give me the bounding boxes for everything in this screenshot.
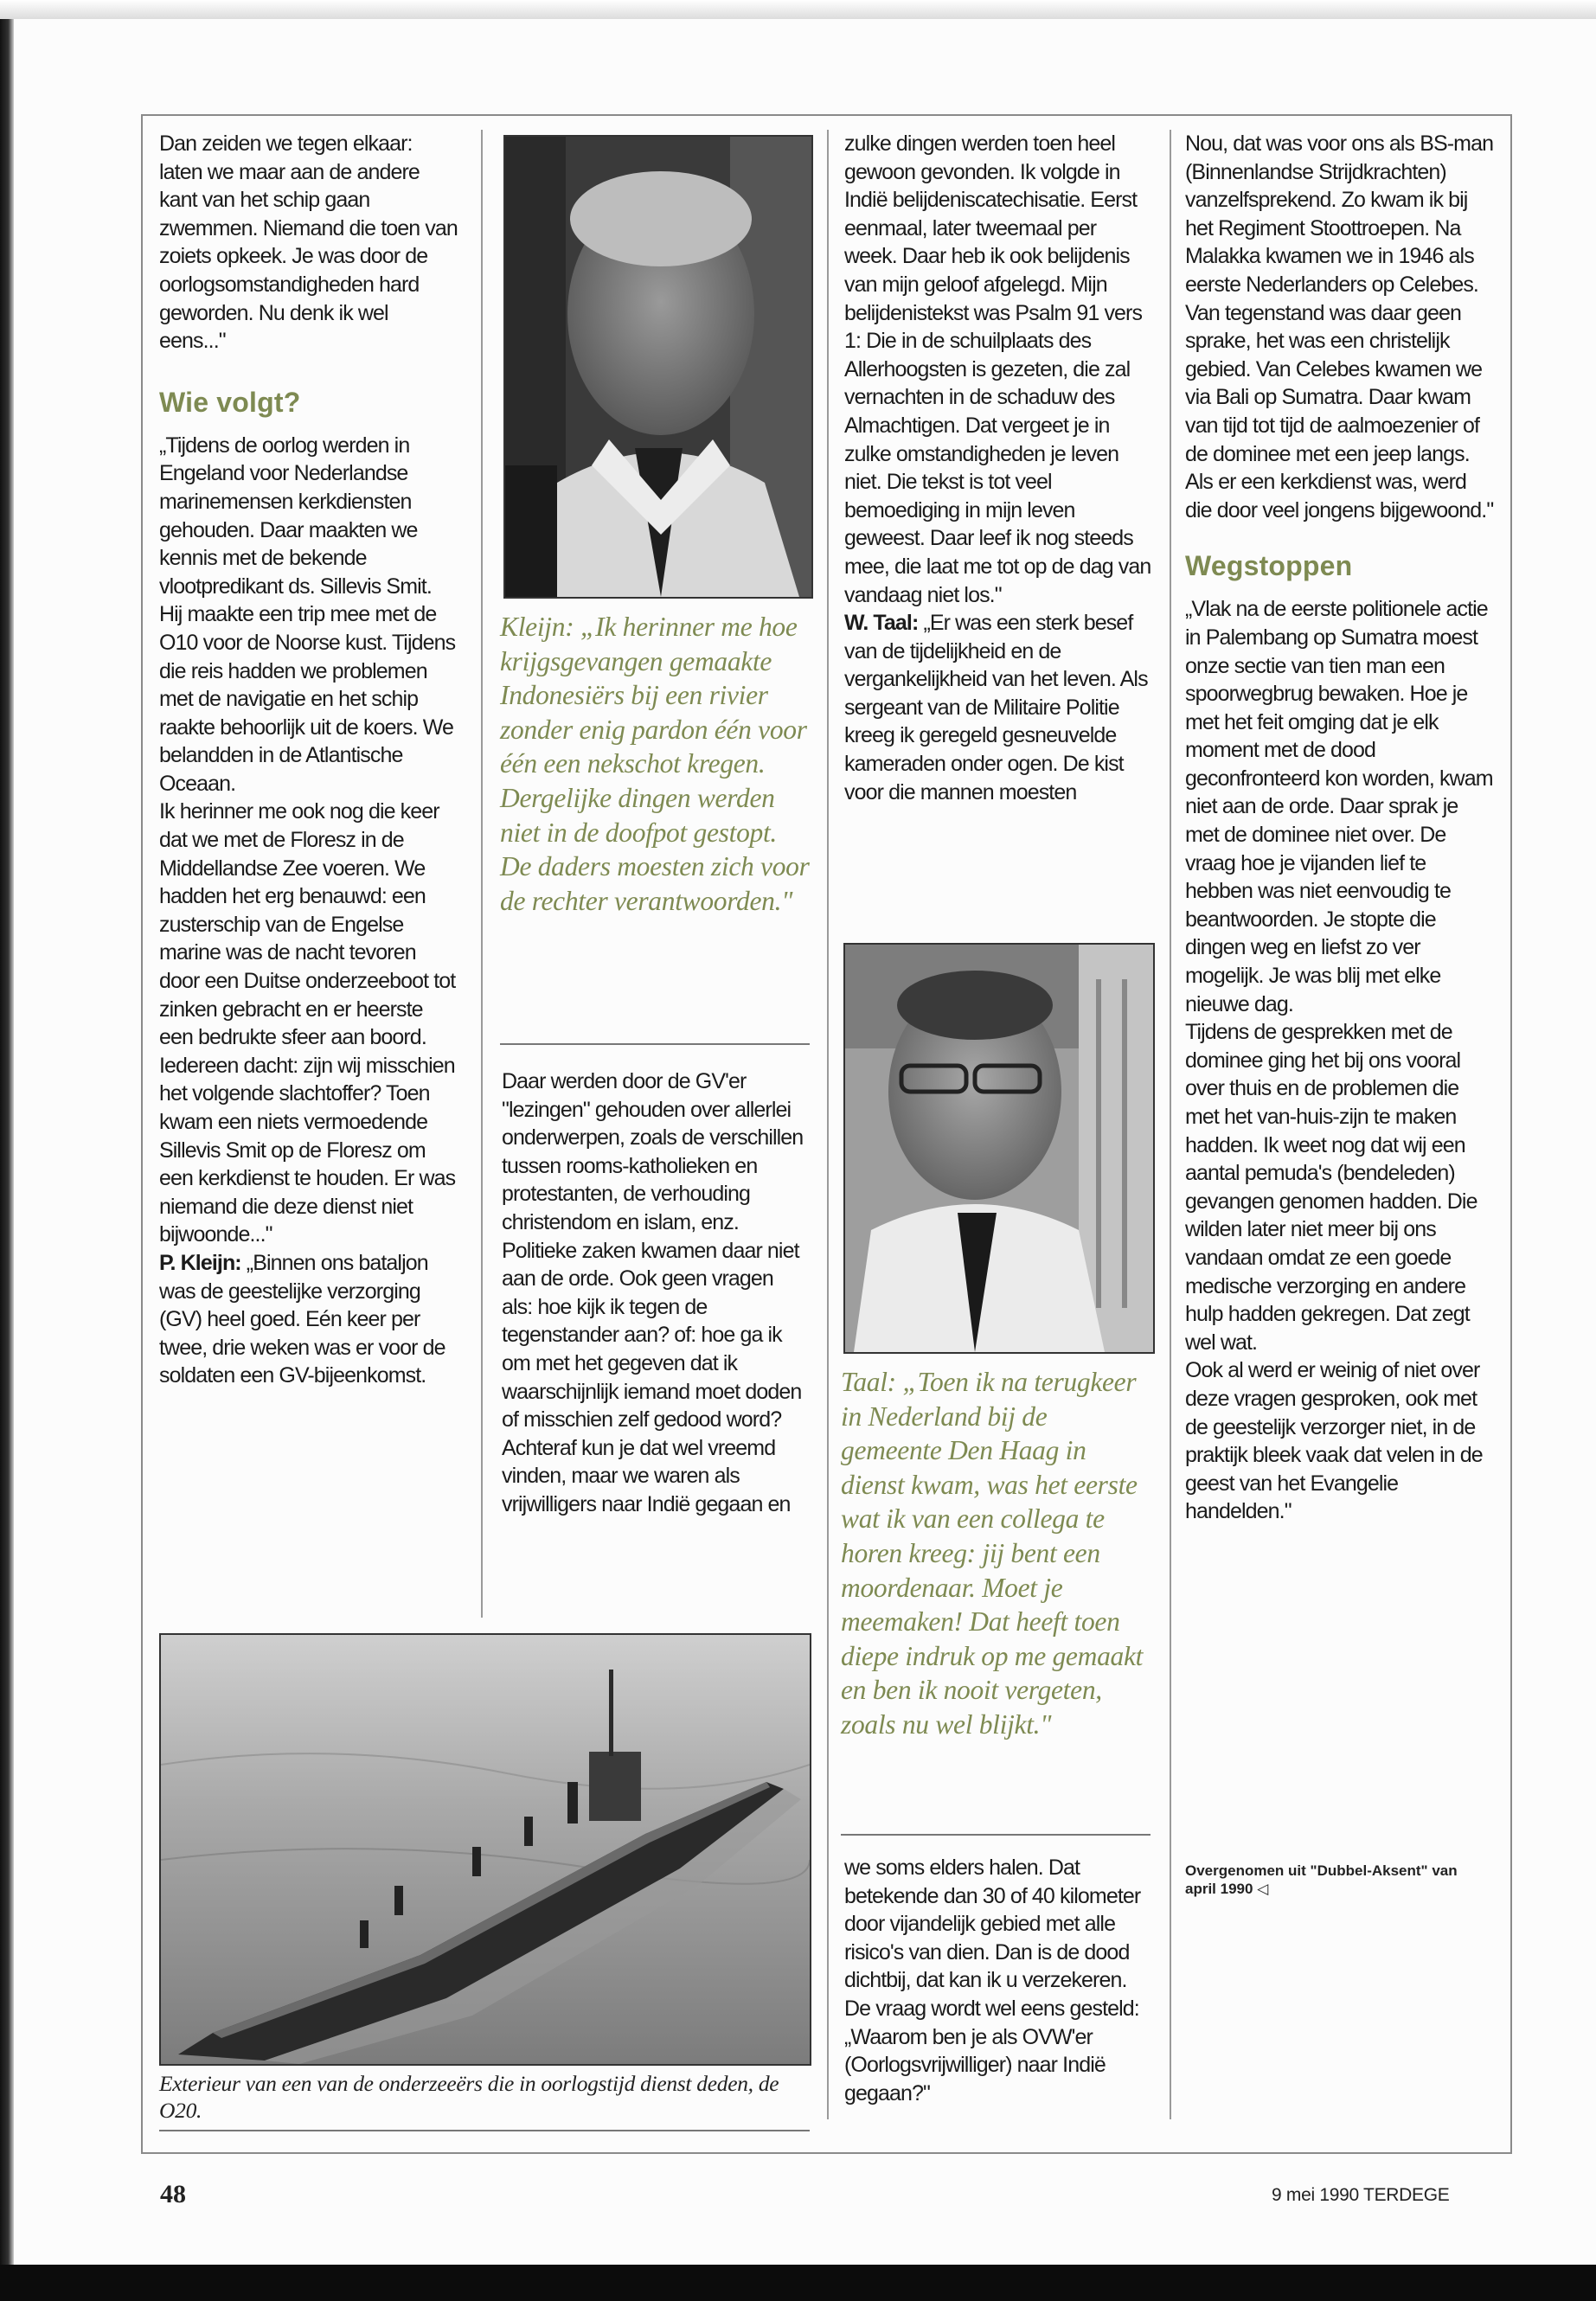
submarine-image xyxy=(161,1635,810,2064)
end-mark-icon: ◁ xyxy=(1257,1881,1269,1897)
column-divider xyxy=(827,130,829,2119)
kleijn-pull-quote xyxy=(500,610,813,918)
submarine-photo xyxy=(159,1633,811,2066)
paragraph: Ik herinner me ook nog die keer dat we met de Floresz in de Middellandse Zee voeren. We hadden het erg benauwd: een zusterschip van de Engelse marine was de nacht tevoren door een Duitse onderzeeboot tot zinken gebracht en er heerste een bedrukte sfeer aan boord. Iedereen dacht: zijn wij misschien het volgende slachtoffer? Toen kwam een niets vermoedende Sillevis Smit op de Floresz om een kerkdienst te houden. Er was niemand die deze dienst niet bijwoonde..." xyxy=(159,799,456,1247)
paragraph: Tijdens de gesprekken met de dominee ging het bij ons vooral over thuis en de problemen die met het van-huis-zijn te maken hadden. Ik weet nog dat wij een aantal pemuda's (bendeleden) gevangen genomen hadden. Die wilden later niet meer bij ons vandaan omdat ze een goede medische verzorging en andere hulp hadden gekregen. Dat zegt wel wat. xyxy=(1185,1020,1477,1355)
section-heading: Wegstoppen xyxy=(1185,550,1353,582)
submarine-caption xyxy=(159,2070,817,2124)
paragraph: zulke dingen werden toen heel gewoon gevonden. Ik volgde in Indië belijdeniscatechisatie. Eerst eenmaal, later tweemaal per week. Daar heb ik ook belijdenis van mijn geloof afgelegd. Mijn belijdenistekst was Psalm 91 vers 1: Die in de schuilplaats des Allerhoogsten is gezeten, die zal vernachten in de schaduw des Almachtigen. Dat vergeet je in zulke omstandigheden je leven niet. Die tekst is tot veel bemoediging in mijn leven geweest. Daar leef ik nog steeds mee, die laat me tot op de dag van vandaag niet los." xyxy=(844,131,1151,607)
column-1 xyxy=(159,130,458,1390)
pull-quote-text: Taal: „Toen ik na terugkeer in Nederland bij de gemeente Den Haag in dienst kwam, was het eerste wat ik van een collega te horen kreeg: jij bent een moordenaar. Moet je meemaken! Dat heeft toen diepe indruk op me gemaakt en ben ik nooit vergeten, zoals nu wel blijkt." xyxy=(841,1367,1144,1740)
column-4 xyxy=(1185,130,1495,1526)
section-heading: Wie volgt? xyxy=(159,386,301,418)
quote-divider xyxy=(500,1043,810,1045)
column-divider xyxy=(481,130,483,1618)
column-2 xyxy=(502,1067,809,1519)
caption-text: Exterieur van een van de onderzeeërs die in oorlogstijd dienst deden, de O20. xyxy=(159,2071,779,2123)
paragraph: Dan zeiden we tegen elkaar: laten we maar aan de andere kant van het schip gaan zwemmen. Niemand die toen van zoiets opkeek. Je was door de oorlogsomstandigheden hard geworden. Nu denk ik wel eens..." xyxy=(159,131,458,354)
portrait-image xyxy=(845,945,1153,1352)
paragraph: Ook al werd er weinig of niet over deze vragen gesproken, ook met de geestelijk verzorger niet, in de praktijk bleek vaak dat velen in de geest van het Evangelie handelden." xyxy=(1185,1358,1483,1524)
scan-left-edge xyxy=(0,19,14,2265)
issue-info: 9 mei 1990 TERDEGE xyxy=(1272,2185,1450,2205)
pull-quote-text: Kleijn: „Ik herinner me hoe krijgsgevangen gemaakte Indonesiërs bij een rivier zonder enig pardon één voor één een nekschot kregen. Dergelijke dingen werden niet in de doofpot gestopt. De daders moesten zich voor de rechter verantwoorden." xyxy=(500,612,810,916)
scan-top-edge xyxy=(0,0,1596,19)
credit-text: Overgenomen uit "Dubbel-Aksent" van april 1990 xyxy=(1185,1862,1458,1897)
paragraph: „Vlak na de eerste politionele actie in Palembang op Sumatra moest onze sectie van tien man een spoorwegbrug bewaken. Hoe je met het feit omging dat je elk moment met de dood geconfronteerd kon worden, kwam niet aan de orde. Daar sprak je met de dominee niet over. De vraag hoe je vijanden lief te hebben was niet eenvoudig te beantwoorden. Je stopte die dingen weg en liefst zo ver mogelijk. Je was blij met elke nieuwe dag. xyxy=(1185,597,1493,1016)
speaker-name: P. Kleijn: xyxy=(159,1250,241,1275)
paragraph-text: „Er was een sterk besef van de tijdelijkheid en de vergankelijkheid van het leven. Als sergeant van de Militaire Politie kreeg ik geregeld gesneuvelde kameraden onder ogen. De kist voor die mannen moesten xyxy=(844,611,1148,804)
paragraph xyxy=(844,609,1151,806)
paragraph-text: „Binnen ons bataljon was de geestelijke verzorging (GV) heel goed. Eén keer per twee, drie weken was er voor de soldaten een GV-bijeenkomst. xyxy=(159,1250,445,1388)
kleijn-portrait-photo xyxy=(503,135,813,599)
page-number: 48 xyxy=(160,2180,186,2208)
column-3-continued xyxy=(844,1854,1151,2107)
paragraph xyxy=(159,1249,458,1390)
portrait-image xyxy=(505,137,811,597)
caption-divider xyxy=(159,2130,810,2131)
paragraph: Daar werden door de GV'er "lezingen" gehouden over allerlei onderwerpen, zoals de verschillen tussen rooms-katholieken en protestanten, de verhouding christendom en islam, enz. Politieke zaken kwamen daar niet aan de orde. Ook geen vragen als: hoe kijk ik tegen de tegenstander aan? of: hoe ga ik om met het gegeven dat ik waarschijnlijk iemand moet doden of misschien zelf gedood word? Achteraf kun je dat wel vreemd vinden, maar we waren als vrijwilligers naar Indië gegaan en xyxy=(502,1069,804,1516)
paragraph: Nou, dat was voor ons als BS-man (Binnenlandse Strijdkrachten) vanzelfsprekend. Zo kwam ik bij het Regiment Stoottroepen. Na Malakka kwamen we in 1946 als eerste Nederlanders op Celebes. Van tegenstand was daar geen sprake, het was een christelijk gebied. Van Celebes kwamen we via Bali op Sumatra. Daar kwam van tijd tot tijd de aalmoezenier of de dominee met een jeep langs. Als er een kerkdienst was, werd die door veel jongens bijgewoond." xyxy=(1185,131,1494,522)
speaker-name: W. Taal: xyxy=(844,611,919,636)
column-3 xyxy=(844,130,1151,806)
quote-divider xyxy=(841,1834,1151,1836)
paragraph: „Tijdens de oorlog werden in Engeland voor Nederlandse marinemensen kerkdiensten gehouden. Daar maakten we kennis met de bekende vlootpredikant ds. Sillevis Smit. Hij maakte een trip mee met de O10 voor de Noorse kust. Tijdens die reis hadden we problemen met de navigatie en het schip raakte behoorlijk uit de koers. We belandden in de Atlantische Oceaan. xyxy=(159,433,456,796)
taal-pull-quote xyxy=(841,1365,1154,1742)
scan-bottom-edge xyxy=(0,2265,1596,2301)
paragraph: we soms elders halen. Dat betekende dan 30 of 40 kilometer door vijandelijk gebied met alle risico's van dien. Dan is de dood dichtbij, dat kan ik u verzekeren. De vraag wordt wel eens gesteld: „Waarom ben je als OVW'er (Oorlogsvrijwilliger) naar Indië gegaan?" xyxy=(844,1856,1141,2106)
column-divider xyxy=(1170,130,1171,2119)
source-credit xyxy=(1185,1862,1479,1898)
taal-portrait-photo xyxy=(843,943,1155,1354)
